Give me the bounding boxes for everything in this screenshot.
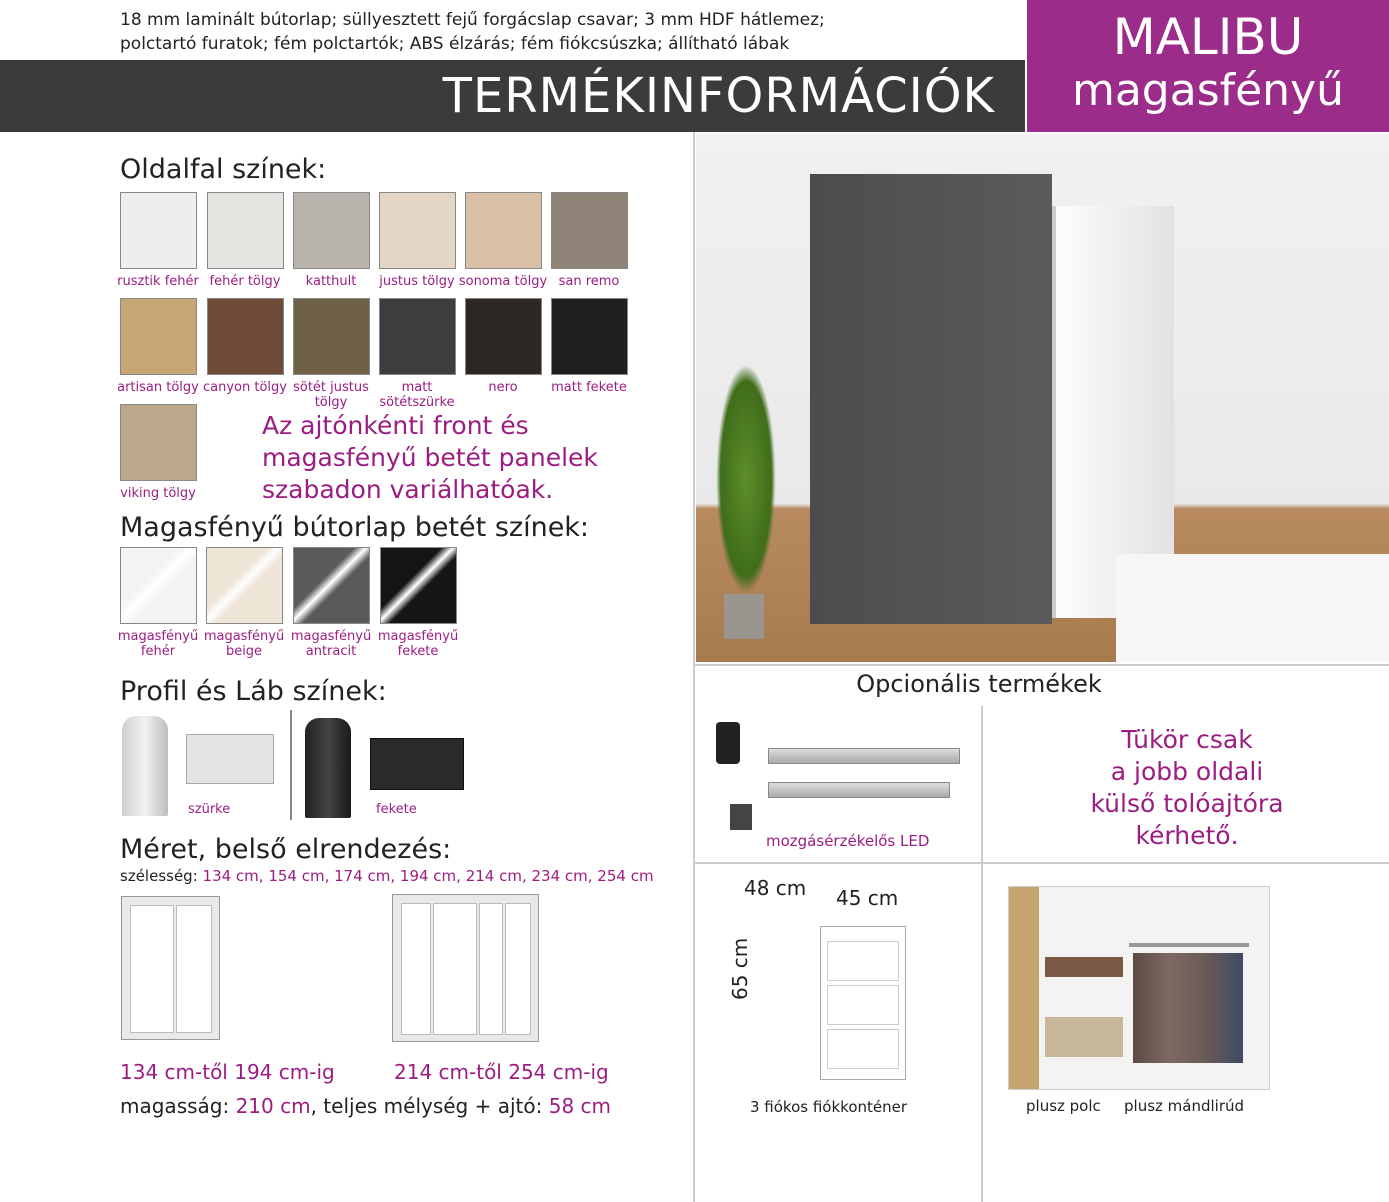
range-small: 134 cm-től 194 cm-ig [120, 1060, 335, 1084]
profile-heading: Profil és Láb színek: [120, 676, 387, 707]
grey-foot-image [186, 734, 274, 784]
gloss-swatch-label [199, 629, 289, 659]
note-line-3: szabadon variálhatóak. [262, 475, 554, 504]
grey-profile-image [122, 716, 168, 816]
width-label: szélesség: [120, 867, 198, 885]
gloss-label-line-2: beige [225, 644, 263, 659]
mirror-note-2: a jobb oldali [1110, 757, 1264, 786]
side-swatch-label: katthult [305, 274, 357, 289]
side-swatch [120, 404, 197, 481]
product-photo [696, 134, 1389, 662]
profile-divider [290, 710, 292, 820]
side-swatch-label: matt sötétszürke [379, 380, 455, 410]
photo-bottom-divider [693, 664, 1389, 666]
side-swatch [207, 298, 284, 375]
side-swatch-label: canyon tölgy [203, 380, 287, 395]
side-swatch [551, 298, 628, 375]
gloss-swatch-label [113, 629, 203, 659]
gloss-colors-heading: Magasfényű bútorlap betét színek: [120, 512, 590, 543]
gloss-swatch [206, 547, 283, 624]
wardrobe-large-diagram [392, 894, 539, 1042]
side-swatch-label: matt fekete [551, 380, 627, 395]
dim-width: 45 cm [836, 886, 899, 910]
side-swatch-label: viking tölgy [120, 486, 196, 501]
side-swatch-label: sonoma tölgy [458, 274, 548, 289]
side-swatch [207, 192, 284, 269]
bed [1116, 554, 1389, 662]
side-swatch-label: artisan tölgy [117, 380, 199, 395]
grey-label: szürke [188, 802, 231, 817]
wardrobe-small-diagram [121, 896, 220, 1040]
led-strip-2 [768, 782, 950, 798]
led-strip-1 [768, 748, 960, 764]
depth-value: 58 cm [548, 1094, 612, 1118]
height-depth-line [120, 1094, 611, 1118]
plant-pot [724, 594, 764, 639]
gloss-label-line-1: magasfényű [290, 629, 372, 644]
mirror-note [985, 724, 1389, 852]
side-swatch [293, 192, 370, 269]
side-swatch-label: rusztik fehér [117, 274, 199, 289]
black-label: fekete [376, 802, 417, 817]
depth-label: , teljes mélység + ajtó: [310, 1094, 543, 1118]
gloss-label-line-2: fekete [397, 644, 439, 659]
brand-box [1027, 0, 1389, 132]
header-bar [0, 60, 1025, 132]
mirror-note-3: külső tolóajtóra [1090, 789, 1284, 818]
dim-height: 65 cm [728, 937, 752, 1000]
gloss-label-line-1: magasfényű [203, 629, 285, 644]
variation-note [262, 410, 598, 506]
side-colors-heading: Oldalfal színek: [120, 154, 327, 185]
led-adapter [716, 722, 740, 764]
gloss-label-line-2: antracit [305, 644, 357, 659]
range-large: 214 cm-től 254 cm-ig [394, 1060, 609, 1084]
gloss-label-line-2: fehér [140, 644, 176, 659]
size-heading: Méret, belső elrendezés: [120, 834, 452, 865]
dim-depth: 48 cm [744, 876, 807, 900]
height-label: magasság: [120, 1094, 230, 1118]
black-foot-image [370, 738, 464, 790]
side-swatch [465, 298, 542, 375]
width-values: 134 cm, 154 cm, 174 cm, 194 cm, 214 cm, 234 cm, 254 cm [202, 867, 654, 885]
side-swatch-label: san remo [558, 274, 620, 289]
optional-heading: Opcionális termékek [856, 670, 1102, 698]
mirror-note-4: kérhető. [1135, 821, 1239, 850]
side-swatch-label: fehér tölgy [209, 274, 281, 289]
gloss-label-line-1: magasfényű [117, 629, 199, 644]
optional-divider-h [693, 862, 1389, 864]
shelf-label: plusz polc [1026, 1097, 1101, 1115]
drawer-unit-image [820, 926, 906, 1080]
optional-divider-v [981, 706, 983, 1202]
note-line-1: Az ajtónkénti front és [262, 411, 529, 440]
column-divider [693, 132, 695, 1202]
side-swatch-label: justus tölgy [379, 274, 455, 289]
side-swatch [465, 192, 542, 269]
black-profile-image [305, 718, 351, 818]
spec-line-2: polctartó furatok; fém polctartók; ABS élzárás; fém fiókcsúszka; állítható lábak [120, 34, 790, 54]
gloss-swatch-label [286, 629, 376, 659]
spec-line-1: 18 mm laminált bútorlap; süllyesztett fejű forgácslap csavar; 3 mm HDF hátlemez; [120, 10, 825, 30]
rod-label: plusz mándlirúd [1124, 1097, 1245, 1115]
brand-variant: magasfényű [1071, 65, 1344, 116]
led-label: mozgásérzékelős LED [766, 832, 930, 850]
gloss-swatch [293, 547, 370, 624]
brand-name: MALIBU [1112, 8, 1304, 66]
page-title: TERMÉKINFORMÁCIÓK [442, 68, 995, 124]
side-swatch [379, 298, 456, 375]
side-swatch [120, 192, 197, 269]
height-value: 210 cm [235, 1094, 311, 1118]
gloss-swatch-label [373, 629, 463, 659]
side-swatch-label: nero [488, 380, 518, 395]
led-sensor [730, 804, 752, 830]
side-swatch [120, 298, 197, 375]
drawer-label: 3 fiókos fiókkonténer [750, 1098, 908, 1116]
side-swatch [379, 192, 456, 269]
shelf-rod-image [1008, 886, 1270, 1090]
wardrobe-photo [810, 174, 1052, 624]
gloss-label-line-1: magasfényű [377, 629, 459, 644]
spec-text [120, 8, 825, 56]
side-swatch-label: sötét justus tölgy [293, 380, 369, 410]
width-line [120, 867, 654, 885]
gloss-swatch [380, 547, 457, 624]
gloss-swatch [120, 547, 197, 624]
side-swatch [293, 298, 370, 375]
note-line-2: magasfényű betét panelek [262, 443, 598, 472]
mirror-note-1: Tükör csak [1121, 725, 1253, 754]
plant [716, 364, 776, 594]
side-swatch [551, 192, 628, 269]
